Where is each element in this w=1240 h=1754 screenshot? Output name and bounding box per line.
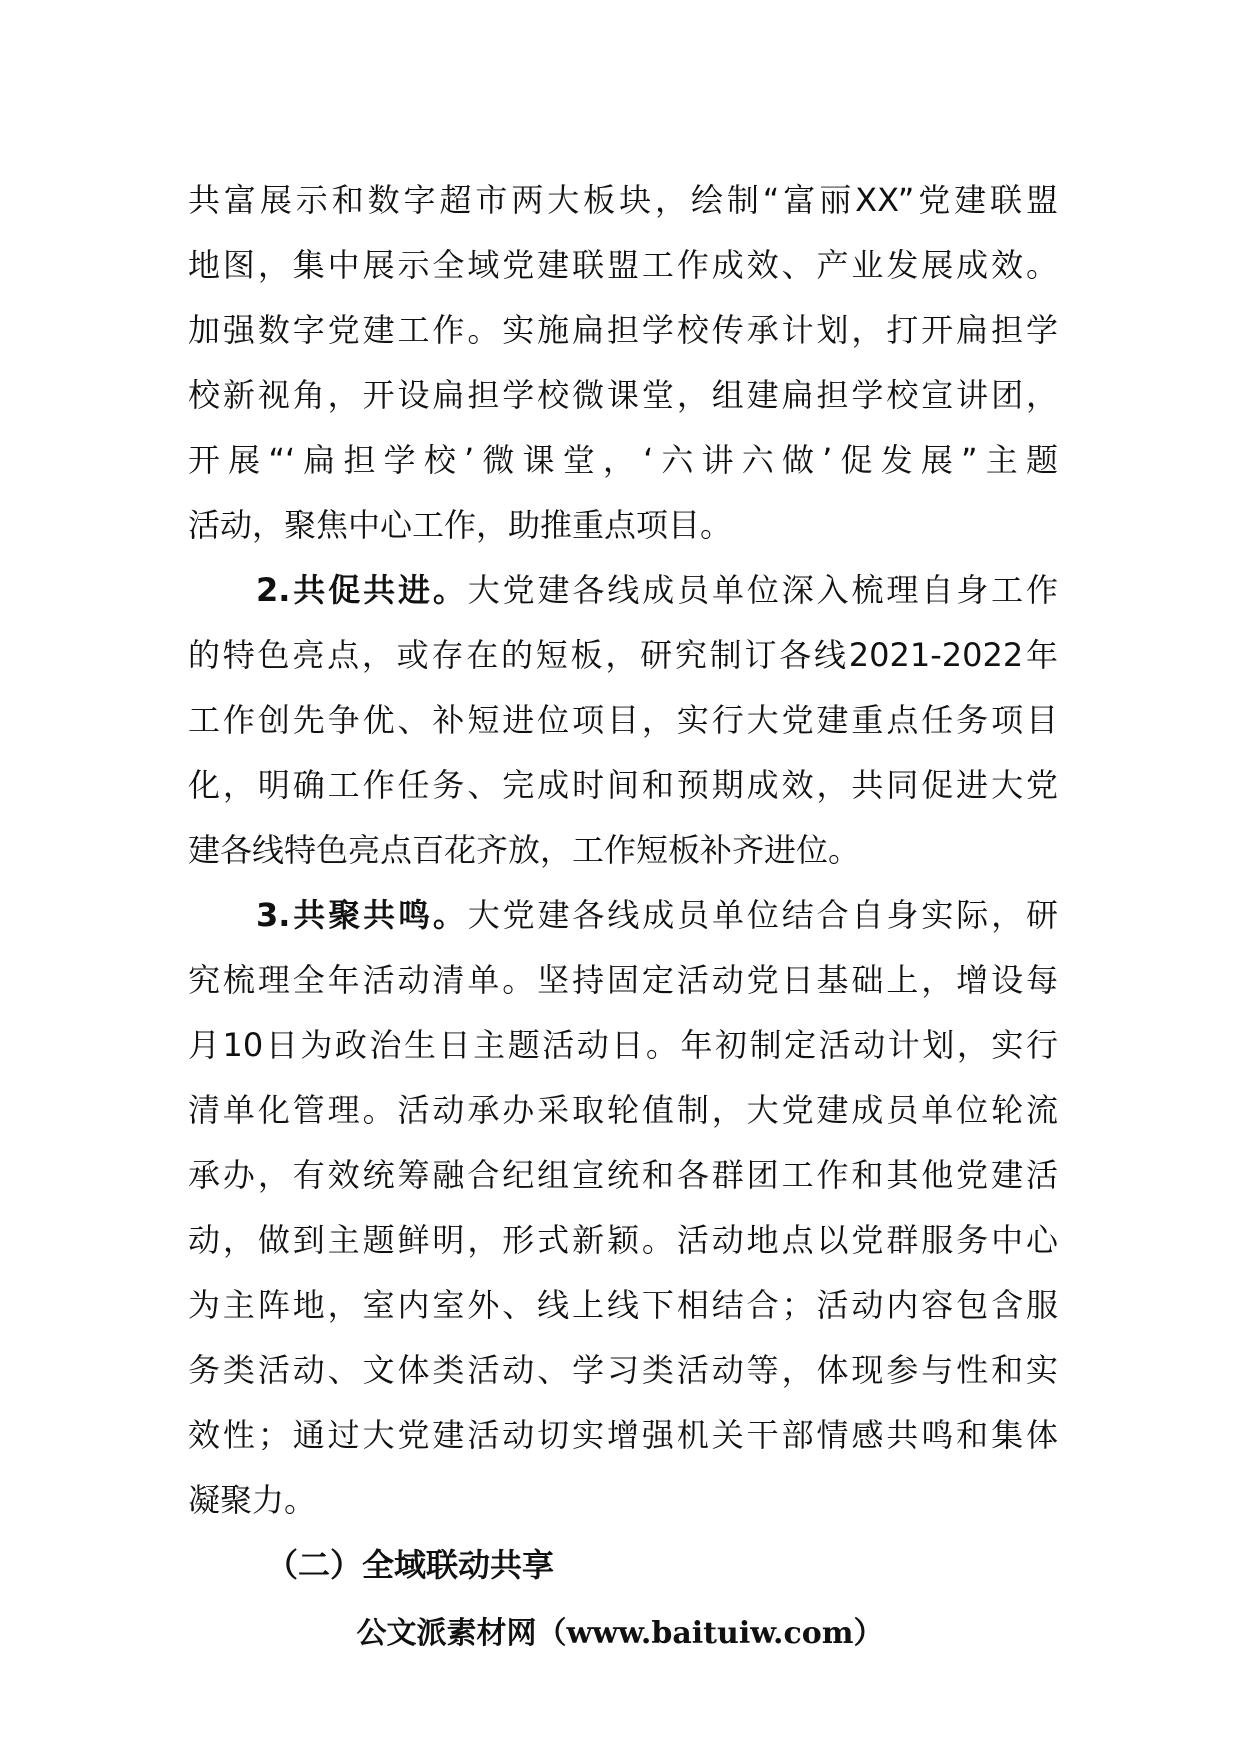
paragraph-line: 开展“‘扁担学校’微课堂，‘六讲六做’促发展”主题	[188, 441, 1058, 479]
paragraph-line: 工作创先争优、补短进位项目，实行大党建重点任务项目	[188, 701, 1058, 739]
document-body	[188, 168, 1058, 1598]
item-2-lead: 2.共促共进。	[256, 571, 468, 609]
paragraph-line: 建各线特色亮点百花齐放，工作短板补齐进位。	[188, 831, 861, 869]
paragraph-line: 承办，有效统筹融合纪组宣统和各群团工作和其他党建活	[188, 1156, 1058, 1194]
paragraph-line: 活动，聚焦中心工作，助推重点项目。	[188, 506, 733, 544]
item-3-text: 大党建各线成员单位结合自身实际，研	[467, 896, 1058, 934]
paragraph-line: 化，明确工作任务、完成时间和预期成效，共同促进大党	[188, 766, 1058, 804]
paragraph-line: 加强数字党建工作。实施扁担学校传承计划，打开扁担学	[188, 311, 1058, 349]
footer-watermark: 公文派素材网（www.baituiw.com）	[356, 1616, 884, 1651]
item-2-text: 大党建各线成员单位深入梳理自身工作	[467, 571, 1058, 609]
paragraph-line: 究梳理全年活动清单。坚持固定活动党日基础上，增设每	[188, 961, 1058, 999]
paragraph-line: 地图，集中展示全域党建联盟工作成效、产业发展成效。	[188, 246, 1058, 284]
paragraph-line: 清单化管理。活动承办采取轮值制，大党建成员单位轮流	[188, 1091, 1058, 1129]
paragraph-line: 校新视角，开设扁担学校微课堂，组建扁担学校宣讲团，	[188, 376, 1058, 414]
section-heading: （二）全域联动共享	[266, 1546, 555, 1584]
paragraph-line: 效性；通过大党建活动切实增强机关干部情感共鸣和集体	[188, 1416, 1058, 1454]
paragraph-line: 的特色亮点，或存在的短板，研究制订各线2021-2022年	[188, 636, 1058, 674]
paragraph-line: 凝聚力。	[188, 1481, 317, 1519]
paragraph-line: 动，做到主题鲜明，形式新颖。活动地点以党群服务中心	[188, 1221, 1058, 1259]
item-2-first-line	[188, 558, 1058, 623]
paragraph-line: 月10日为政治生日主题活动日。年初制定活动计划，实行	[188, 1026, 1058, 1064]
paragraph-line: 务类活动、文体类活动、学习类活动等，体现参与性和实	[188, 1351, 1058, 1389]
item-3-first-line	[188, 883, 1058, 948]
paragraph-line: 共富展示和数字超市两大板块，绘制“富丽XX”党建联盟	[188, 181, 1058, 219]
paragraph-line: 为主阵地，室内室外、线上线下相结合；活动内容包含服	[188, 1286, 1058, 1324]
item-3-lead: 3.共聚共鸣。	[256, 896, 468, 934]
